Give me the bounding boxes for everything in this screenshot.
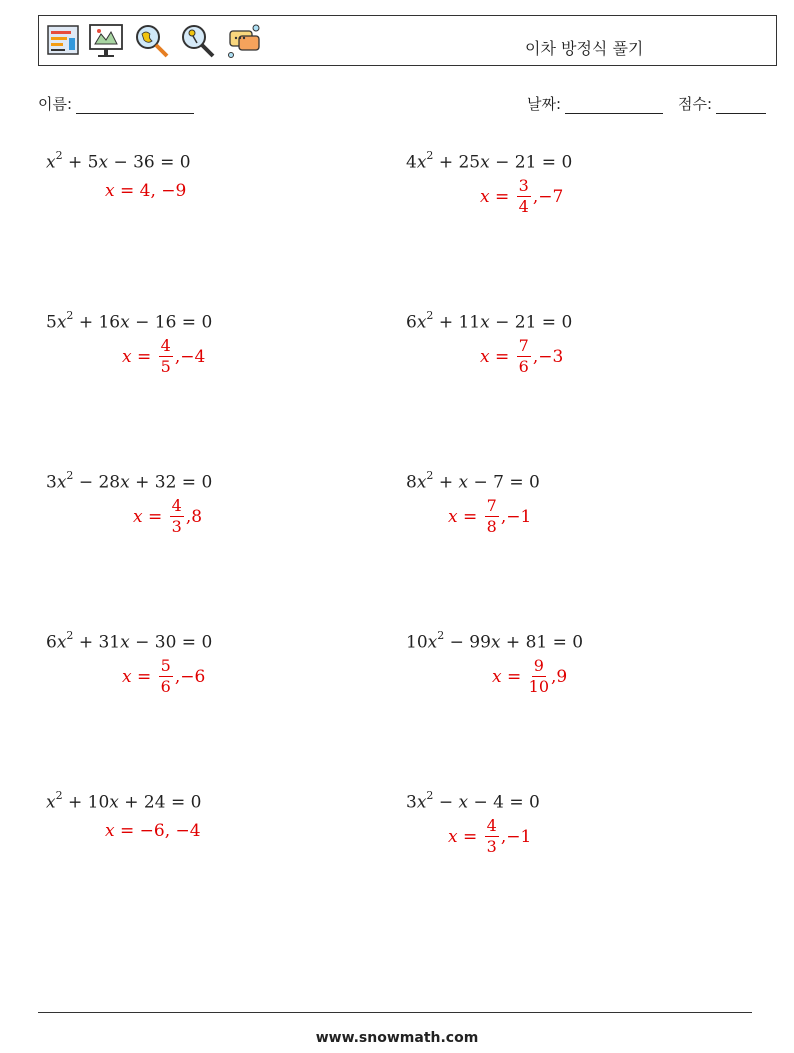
footer-url[interactable]: www.snowmath.com xyxy=(315,1030,479,1046)
name-blank[interactable] xyxy=(76,97,194,114)
date-label: 날짜: xyxy=(527,95,562,113)
problem-3: $5x^2 + 16x - 16 = 0$ xyxy=(46,309,213,333)
answer-2: x = $\frac{3}{4}$ ,−7 xyxy=(480,176,564,216)
problem-2: $4x^2 + 25x - 21 = 0$ xyxy=(406,149,573,173)
worksheet-icon xyxy=(45,22,83,60)
page-title: 이차 방정식 풀기 xyxy=(525,39,644,58)
answer-7: x = $\frac{5}{6}$ ,−6 xyxy=(122,656,206,696)
name-field xyxy=(38,93,194,114)
answer-3: x = $\frac{4}{5}$ ,−4 xyxy=(122,336,206,376)
answer-5: x = $\frac{4}{3}$ ,8 xyxy=(133,496,203,536)
score-blank[interactable] xyxy=(716,97,766,114)
score-field xyxy=(678,93,766,114)
answer-1: x = 4, −9 xyxy=(105,181,187,201)
date-field xyxy=(527,93,663,114)
presentation-board-icon xyxy=(87,22,125,60)
problem-4: $6x^2 + 11x - 21 = 0$ xyxy=(406,309,573,333)
answer-8: x = $\frac{9}{10}$ ,9 xyxy=(492,656,568,696)
problem-6: $8x^2 + x - 7 = 0$ xyxy=(406,469,540,493)
answer-6: x = $\frac{7}{8}$ ,−1 xyxy=(448,496,532,536)
problem-9: $x^2 + 10x + 24 = 0$ xyxy=(46,789,202,813)
answer-4: x = $\frac{7}{6}$ ,−3 xyxy=(480,336,564,376)
footer-divider xyxy=(38,1012,752,1013)
chat-bubbles-icon xyxy=(225,22,263,60)
answer-10: x = $\frac{4}{3}$ ,−1 xyxy=(448,816,532,856)
magnifier-globe-icon xyxy=(133,22,171,60)
header-box xyxy=(38,15,777,66)
problem-8: $10x^2 - 99x + 81 = 0$ xyxy=(406,629,584,653)
problem-1: $x^2 + 5x - 36 = 0$ xyxy=(46,149,191,173)
problem-5: $3x^2 - 28x + 32 = 0$ xyxy=(46,469,213,493)
answer-9: x = −6, −4 xyxy=(105,821,201,841)
name-label: 이름: xyxy=(38,95,73,113)
problem-7: $6x^2 + 31x - 30 = 0$ xyxy=(46,629,213,653)
score-label: 점수: xyxy=(678,95,713,113)
problem-10: $3x^2 - x - 4 = 0$ xyxy=(406,789,540,813)
magnifier-key-icon xyxy=(179,22,217,60)
date-blank[interactable] xyxy=(565,97,663,114)
